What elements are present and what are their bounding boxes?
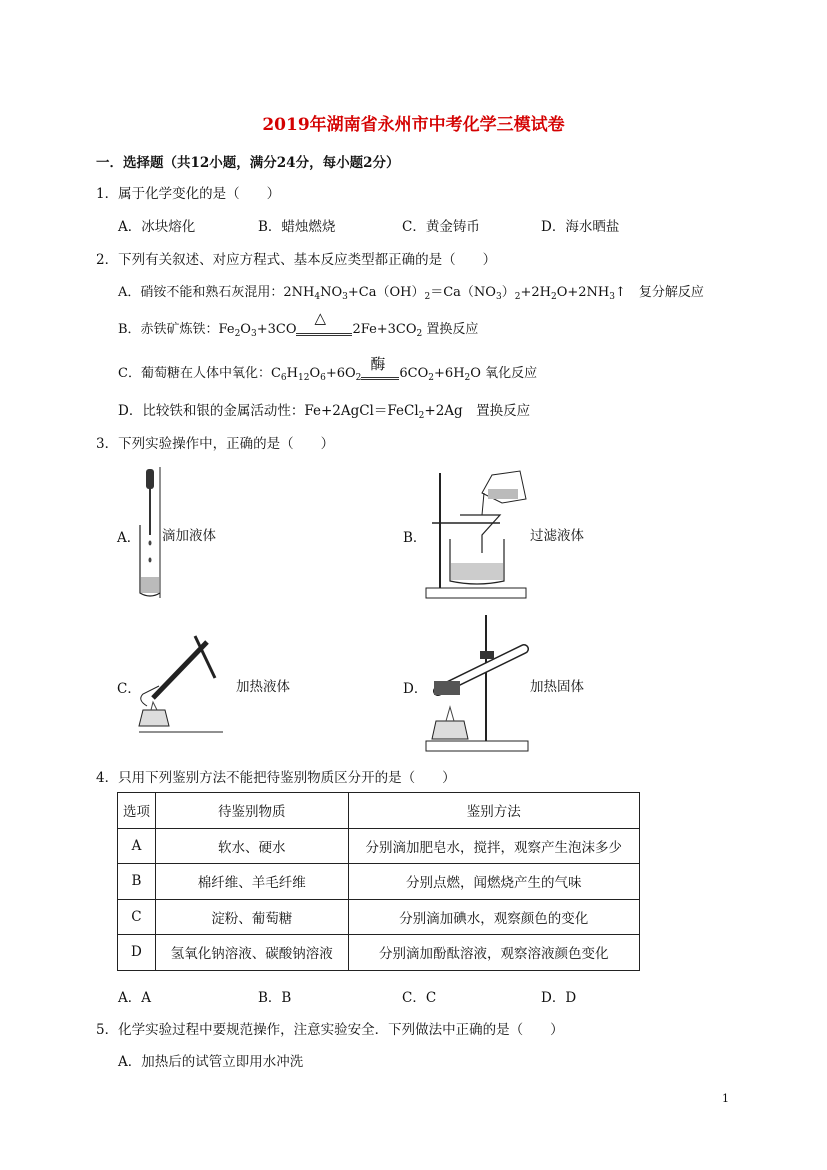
table-header: 鉴别方法 — [348, 793, 639, 829]
q1-option-a: A．冰块熔化 — [118, 219, 196, 235]
table-cell: 棉纤维、羊毛纤维 — [155, 864, 348, 900]
question-1-stem: 1．属于化学变化的是（ ） — [96, 186, 281, 202]
table-row — [118, 828, 640, 864]
q3-caption-d: 加热固体 — [530, 679, 584, 695]
heat-condition-arrow: △ — [296, 321, 352, 339]
q4-option-c: C．C — [402, 990, 437, 1006]
question-5-stem: 5．化学实验过程中要规范操作，注意实验安全．下列做法中正确的是（ ） — [96, 1022, 564, 1038]
table-cell: 淀粉、葡萄糖 — [155, 899, 348, 935]
table-cell: A — [118, 828, 156, 864]
q5-option-a: A．加热后的试管立即用水冲洗 — [118, 1054, 304, 1070]
q2-option-b: B．赤铁矿炼铁：$Fe_2O_3+3CO$ △ $2Fe+3CO_2$ 置换反应 — [118, 308, 479, 339]
identification-table — [117, 792, 640, 971]
page-number: 1 — [722, 1092, 729, 1105]
q2-option-a: A．硝铵不能和熟石灰混用：$2NH_4NO_3+Ca(OH)_2=Ca(NO_3)_2+2H_2O+2NH_3↑$ 复分解反应 — [118, 285, 704, 302]
q3-label-a: A． — [117, 530, 141, 546]
q3-caption-b: 过滤液体 — [530, 528, 584, 544]
q3-label-d: D． — [403, 681, 428, 697]
table-header-row — [118, 793, 640, 829]
q1-option-c: C．黄金铸币 — [402, 219, 480, 235]
enzyme-condition-arrow: 酶 — [361, 365, 399, 383]
q1-option-d: D．海水晒盐 — [541, 219, 620, 235]
table-cell: B — [118, 864, 156, 900]
q4-option-a: A．A — [118, 990, 151, 1006]
table-cell: 分别滴加酚酞溶液，观察溶液颜色变化 — [348, 935, 639, 971]
table-cell: D — [118, 935, 156, 971]
question-2-stem: 2．下列有关叙述、对应方程式、基本反应类型都正确的是（ ） — [96, 252, 497, 268]
table-cell: C — [118, 899, 156, 935]
section-heading: 一．选择题（共12小题，满分24分，每小题2分） — [96, 155, 400, 171]
table-cell: 软水、硬水 — [155, 828, 348, 864]
table-row — [118, 935, 640, 971]
page-title: 2019年湖南省永州市中考化学三模试卷 — [262, 115, 565, 135]
q1-option-b: B．蜡烛燃烧 — [258, 219, 336, 235]
q3-label-c: C． — [117, 681, 141, 697]
dropper-figure — [136, 465, 166, 600]
heating-liquid-figure — [135, 628, 235, 734]
table-cell: 分别点燃，闻燃烧产生的气味 — [348, 864, 639, 900]
question-4-stem: 4．只用下列鉴别方法不能把待鉴别物质区分开的是（ ） — [96, 770, 456, 786]
table-header: 选项 — [118, 793, 156, 829]
table-row — [118, 864, 640, 900]
q4-option-d: D．D — [541, 990, 577, 1006]
table-row — [118, 899, 640, 935]
q3-caption-c: 加热液体 — [236, 679, 290, 695]
table-cell: 氢氧化钠溶液、碳酸钠溶液 — [155, 935, 348, 971]
q2-option-d: D．比较铁和银的金属活动性：Fe+2AgCl＝FeCl$_2$+2Ag 置换反应 — [118, 403, 531, 421]
question-3-stem: 3．下列实验操作中，正确的是（ ） — [96, 436, 335, 452]
filtration-figure — [422, 463, 532, 601]
table-header: 待鉴别物质 — [155, 793, 348, 829]
q4-option-b: B．B — [258, 990, 292, 1006]
table-cell: 分别滴加肥皂水，搅拌，观察产生泡沫多少 — [348, 828, 639, 864]
q3-label-b: B． — [403, 530, 427, 546]
heating-solid-figure — [424, 613, 530, 755]
q3-caption-a: 滴加液体 — [162, 528, 216, 544]
table-cell: 分别滴加碘水，观察颜色的变化 — [348, 899, 639, 935]
q2-option-c: C．葡萄糖在人体中氧化：$C_6H_{12}O_6+6O_2$ 酶 $6CO_2+6H_2O$ 氧化反应 — [118, 354, 538, 383]
